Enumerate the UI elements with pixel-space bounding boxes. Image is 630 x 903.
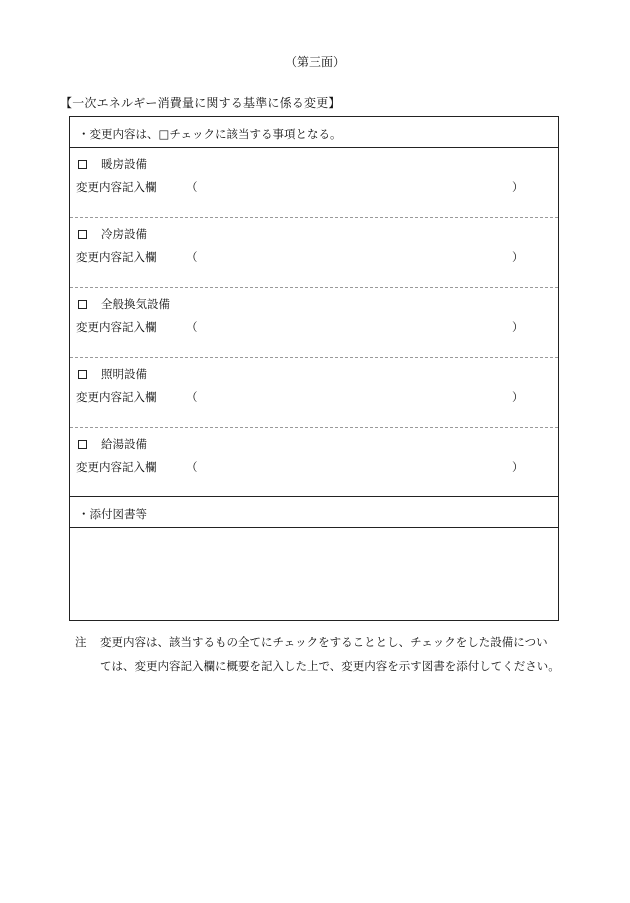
- hot-water-checkbox[interactable]: [78, 440, 87, 449]
- equipment-label: 全般換気設備: [101, 297, 170, 311]
- change-content-field: [76, 319, 558, 335]
- paren-open: （: [186, 320, 198, 334]
- change-content-field: [76, 459, 558, 475]
- paren-open: （: [186, 460, 198, 474]
- attachments-area[interactable]: [70, 528, 558, 620]
- intro-text: ・変更内容は、□チェックに該当する事項となる。: [78, 127, 342, 141]
- heating-change-input[interactable]: [198, 178, 508, 194]
- ventilation-checkbox[interactable]: [78, 300, 87, 309]
- change-content-field: [76, 389, 558, 405]
- paren-open: （: [186, 180, 198, 194]
- field-label: 変更内容記入欄: [76, 390, 157, 404]
- paren-close: ）: [512, 320, 524, 334]
- cooling-change-input[interactable]: [198, 248, 508, 264]
- equipment-label: 照明設備: [101, 367, 147, 381]
- attachments-row: [70, 497, 558, 528]
- note-line-2: ては、変更内容記入欄に概要を記入した上で、変更内容を示す図書を添付してください。: [100, 659, 560, 673]
- field-label: 変更内容記入欄: [76, 180, 157, 194]
- heating-checkbox[interactable]: [78, 160, 87, 169]
- page-label: （第三面）: [284, 55, 345, 69]
- intro-row: [70, 117, 558, 148]
- change-content-field: [76, 249, 558, 265]
- ventilation-change-input[interactable]: [198, 318, 508, 334]
- equipment-row-hot-water: [70, 428, 558, 497]
- field-label: 変更内容記入欄: [76, 460, 157, 474]
- paren-open: （: [186, 390, 198, 404]
- paren-close: ）: [512, 390, 524, 404]
- note-line-1: 変更内容は、該当するもの全てにチェックをすることとし、チェックをした設備につい: [100, 635, 548, 649]
- note-mark: 注: [75, 635, 87, 649]
- equipment-row-ventilation: [70, 288, 558, 358]
- field-label: 変更内容記入欄: [76, 250, 157, 264]
- paren-close: ）: [512, 460, 524, 474]
- lighting-checkbox[interactable]: [78, 370, 87, 379]
- change-content-field: [76, 179, 558, 195]
- equipment-row-heating: [70, 148, 558, 218]
- hot-water-change-input[interactable]: [198, 458, 508, 474]
- cooling-checkbox[interactable]: [78, 230, 87, 239]
- lighting-change-input[interactable]: [198, 388, 508, 404]
- attachments-label: ・添付図書等: [78, 507, 147, 521]
- equipment-label: 給湯設備: [101, 437, 147, 451]
- equipment-row-cooling: [70, 218, 558, 288]
- field-label: 変更内容記入欄: [76, 320, 157, 334]
- equipment-label: 暖房設備: [101, 157, 147, 171]
- equipment-label: 冷房設備: [101, 227, 147, 241]
- paren-open: （: [186, 250, 198, 264]
- note: [75, 630, 565, 678]
- equipment-row-lighting: [70, 358, 558, 428]
- paren-close: ）: [512, 180, 524, 194]
- change-form: [69, 116, 559, 621]
- paren-close: ）: [512, 250, 524, 264]
- section-title: 【一次エネルギー消費量に関する基準に係る変更】: [60, 96, 341, 110]
